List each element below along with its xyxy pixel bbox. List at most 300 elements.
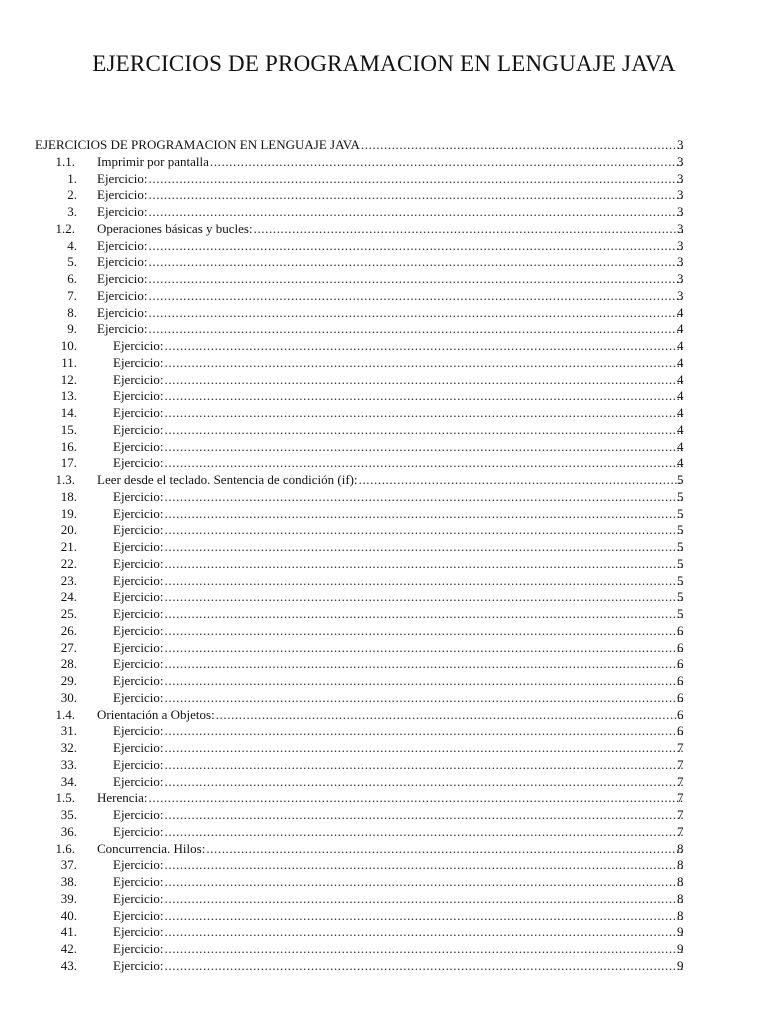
- toc-entry-line: [113, 623, 684, 640]
- toc-page-number: 9: [677, 924, 684, 940]
- toc-exercise-entry[interactable]: [0, 321, 768, 338]
- toc-entry-label: Ejercicio:: [113, 857, 164, 873]
- toc-page-number: 7: [677, 823, 684, 839]
- toc-exercise-entry[interactable]: [0, 774, 768, 791]
- dot-leader: [165, 623, 683, 640]
- toc-entry-label: Ejercicio:: [97, 271, 148, 286]
- toc-entry-label: EJERCICIOS DE PROGRAMACION EN LENGUAJE JAVA: [35, 137, 360, 152]
- toc-page-number: 5: [677, 488, 684, 504]
- dot-leader: [165, 824, 683, 841]
- dot-leader: [149, 271, 683, 288]
- dot-leader: [149, 305, 683, 322]
- toc-page-number: 5: [677, 589, 684, 605]
- dot-leader: [359, 472, 683, 489]
- toc-page-number: 6: [677, 689, 684, 705]
- toc-entry-line: [97, 707, 684, 724]
- toc-entry-label: Ejercicio:: [113, 689, 164, 705]
- toc-exercise-entry[interactable]: [0, 908, 768, 925]
- toc-page-number: 8: [677, 857, 684, 873]
- toc-page-number: 9: [677, 957, 684, 973]
- toc-entry-number: 24.: [60, 589, 77, 605]
- toc-entry-line: [113, 824, 684, 841]
- toc-entry-number: 17.: [60, 455, 77, 471]
- toc-exercise-entry[interactable]: [0, 355, 768, 372]
- dot-leader: [149, 238, 683, 255]
- toc-exercise-entry[interactable]: [0, 305, 768, 322]
- toc-exercise-entry[interactable]: [0, 539, 768, 556]
- toc-entry-label: Ejercicio:: [113, 421, 164, 437]
- toc-section-entry[interactable]: [0, 841, 768, 858]
- toc-entry-line: [113, 656, 684, 673]
- toc-page-number: 5: [677, 539, 684, 554]
- toc-page-number: 4: [677, 321, 684, 337]
- dot-leader: [165, 556, 683, 573]
- toc-entry-label: Ejercicio:: [113, 606, 164, 621]
- toc-entry-number: 40.: [60, 907, 77, 923]
- toc-exercise-entry[interactable]: [0, 924, 768, 941]
- dot-leader: [165, 539, 683, 556]
- toc-page-number: 6: [677, 723, 684, 739]
- toc-entry-line: [97, 271, 684, 288]
- dot-leader: [165, 941, 683, 958]
- toc-entry-line: [113, 908, 684, 925]
- toc-entry-number: 23.: [60, 572, 77, 588]
- toc-exercise-entry[interactable]: [0, 439, 768, 456]
- toc-entry-number: 34.: [60, 773, 77, 789]
- toc-exercise-entry[interactable]: [0, 690, 768, 707]
- toc-entry-number: 2.: [67, 187, 77, 203]
- dot-leader: [165, 874, 683, 891]
- toc-page-number: 4: [677, 405, 684, 420]
- toc-entry-line: [97, 187, 684, 204]
- toc-section-entry[interactable]: [0, 790, 768, 807]
- toc-entry-label: Ejercicio:: [113, 807, 164, 822]
- toc-entry-number: 38.: [60, 874, 77, 889]
- toc-exercise-entry[interactable]: [0, 288, 768, 305]
- toc-page-number: 7: [677, 756, 684, 772]
- toc-entry-label: Ejercicio:: [113, 572, 164, 588]
- toc-page-number: 7: [677, 807, 684, 822]
- toc-entry-line: [113, 857, 684, 874]
- toc-entry-label: Ejercicio:: [113, 589, 164, 605]
- toc-exercise-entry[interactable]: [0, 673, 768, 690]
- toc-exercise-entry[interactable]: [0, 556, 768, 573]
- toc-heading-entry[interactable]: [0, 137, 768, 154]
- table-of-contents: [0, 137, 768, 975]
- dot-leader: [210, 154, 683, 171]
- toc-entry-line: [113, 506, 684, 523]
- toc-page-number: 4: [677, 455, 684, 471]
- toc-page-number: 3: [677, 170, 684, 186]
- dot-leader: [165, 422, 683, 439]
- dot-leader: [149, 171, 683, 188]
- toc-entry-number: 1.1.: [55, 153, 75, 169]
- toc-page-number: 9: [677, 941, 684, 956]
- toc-entry-number: 22.: [60, 555, 77, 571]
- toc-exercise-entry[interactable]: [0, 388, 768, 405]
- dot-leader: [165, 388, 683, 405]
- toc-entry-line: [113, 874, 684, 891]
- toc-entry-line: [113, 958, 684, 975]
- toc-entry-number: 8.: [67, 304, 77, 320]
- toc-entry-label: Ejercicio:: [113, 505, 164, 521]
- toc-entry-number: 32.: [60, 740, 77, 755]
- dot-leader: [165, 690, 683, 707]
- dot-leader: [165, 405, 683, 422]
- toc-exercise-entry[interactable]: [0, 891, 768, 908]
- toc-exercise-entry[interactable]: [0, 740, 768, 757]
- toc-entry-label: Ejercicio:: [113, 438, 164, 454]
- toc-entry-number: 43.: [60, 957, 77, 973]
- toc-entry-label: Ejercicio:: [113, 673, 164, 688]
- dot-leader: [165, 372, 683, 389]
- toc-entry-number: 28.: [60, 656, 77, 672]
- toc-entry-label: Ejercicio:: [113, 622, 164, 638]
- toc-entry-number: 26.: [60, 622, 77, 638]
- toc-section-entry[interactable]: [0, 707, 768, 724]
- toc-exercise-entry[interactable]: [0, 506, 768, 523]
- toc-entry-line: [113, 338, 684, 355]
- toc-page-number: 5: [677, 606, 684, 621]
- toc-entry-line: [113, 455, 684, 472]
- dot-leader: [165, 522, 683, 539]
- toc-exercise-entry[interactable]: [0, 422, 768, 439]
- toc-entry-label: Herencia:: [97, 790, 148, 806]
- toc-page-number: 3: [677, 204, 684, 219]
- toc-section-entry[interactable]: [0, 221, 768, 238]
- toc-entry-number: 1.: [67, 170, 77, 186]
- toc-exercise-entry[interactable]: [0, 824, 768, 841]
- toc-entry-label: Ejercicio:: [113, 890, 164, 906]
- toc-entry-line: [113, 489, 684, 506]
- toc-entry-line: [113, 924, 684, 941]
- dot-leader: [165, 439, 683, 456]
- toc-page-number: 4: [677, 304, 684, 320]
- toc-entry-number: 1.5.: [55, 790, 75, 806]
- dot-leader: [165, 606, 683, 623]
- toc-entry-number: 1.3.: [55, 472, 75, 487]
- toc-page-number: 4: [677, 338, 684, 353]
- toc-page-number: 4: [677, 388, 684, 404]
- dot-leader: [361, 137, 683, 154]
- toc-entry-line: [97, 305, 684, 322]
- toc-page-number: 5: [677, 522, 684, 538]
- toc-page-number: 3: [677, 237, 684, 253]
- dot-leader: [149, 204, 683, 221]
- toc-entry-label: Ejercicio:: [113, 354, 164, 370]
- toc-exercise-entry[interactable]: [0, 958, 768, 975]
- toc-entry-label: Ejercicio:: [113, 773, 164, 789]
- toc-exercise-entry[interactable]: [0, 204, 768, 221]
- dot-leader: [149, 321, 683, 338]
- toc-entry-label: Ejercicio:: [97, 204, 148, 219]
- toc-exercise-entry[interactable]: [0, 238, 768, 255]
- dot-leader: [149, 254, 683, 271]
- toc-page-number: 4: [677, 438, 684, 454]
- dot-leader: [165, 908, 683, 925]
- toc-entry-line: [97, 154, 684, 171]
- toc-page-number: 6: [677, 622, 684, 638]
- dot-leader: [165, 857, 683, 874]
- dot-leader: [165, 489, 683, 506]
- toc-entry-line: [113, 723, 684, 740]
- toc-page-number: 4: [677, 371, 684, 387]
- toc-exercise-entry[interactable]: [0, 338, 768, 355]
- toc-entry-number: 7.: [67, 287, 77, 303]
- toc-entry-number: 35.: [60, 807, 77, 822]
- toc-exercise-entry[interactable]: [0, 757, 768, 774]
- toc-entry-label: Ejercicio:: [113, 756, 164, 772]
- toc-exercise-entry[interactable]: [0, 254, 768, 271]
- toc-exercise-entry[interactable]: [0, 589, 768, 606]
- toc-entry-line: [113, 941, 684, 958]
- toc-exercise-entry[interactable]: [0, 941, 768, 958]
- toc-page-number: 3: [677, 137, 684, 152]
- toc-entry-line: [97, 238, 684, 255]
- toc-entry-label: Ejercicio:: [113, 723, 164, 739]
- toc-entry-line: [113, 640, 684, 657]
- toc-entry-line: [113, 388, 684, 405]
- toc-entry-number: 41.: [60, 924, 77, 940]
- toc-exercise-entry[interactable]: [0, 606, 768, 623]
- toc-page-number: 5: [677, 572, 684, 588]
- toc-entry-number: 30.: [60, 689, 77, 705]
- dot-leader: [165, 589, 683, 606]
- dot-leader: [165, 891, 683, 908]
- dot-leader: [149, 288, 683, 305]
- toc-entry-number: 42.: [60, 941, 77, 956]
- dot-leader: [165, 723, 683, 740]
- toc-entry-label: Concurrencia. Hilos:: [97, 840, 206, 856]
- toc-entry-label: Ejercicio:: [113, 455, 164, 471]
- toc-entry-number: 12.: [60, 371, 77, 387]
- toc-entry-label: Ejercicio:: [97, 170, 148, 186]
- toc-entry-line: [113, 355, 684, 372]
- toc-exercise-entry[interactable]: [0, 171, 768, 188]
- toc-exercise-entry[interactable]: [0, 455, 768, 472]
- toc-entry-label: Ejercicio:: [113, 907, 164, 923]
- dot-leader: [165, 640, 683, 657]
- toc-entry-line: [113, 405, 684, 422]
- dot-leader: [165, 924, 683, 941]
- dot-leader: [206, 841, 683, 858]
- toc-entry-number: 39.: [60, 890, 77, 906]
- toc-page-number: 7: [677, 773, 684, 789]
- toc-entry-label: Ejercicio:: [113, 957, 164, 973]
- toc-page-number: 6: [677, 639, 684, 655]
- toc-page-number: 8: [677, 907, 684, 923]
- dot-leader: [165, 338, 683, 355]
- toc-entry-line: [97, 171, 684, 188]
- toc-page-number: 3: [677, 153, 684, 169]
- dot-leader: [165, 958, 683, 975]
- toc-section-entry[interactable]: [0, 154, 768, 171]
- dot-leader: [165, 506, 683, 523]
- toc-entry-label: Ejercicio:: [113, 371, 164, 387]
- toc-entry-line: [35, 137, 684, 154]
- toc-entry-line: [113, 539, 684, 556]
- toc-entry-number: 13.: [60, 388, 77, 404]
- toc-entry-label: Ejercicio:: [97, 287, 148, 303]
- toc-page-number: 4: [677, 354, 684, 370]
- toc-page-number: 6: [677, 656, 684, 672]
- toc-exercise-entry[interactable]: [0, 807, 768, 824]
- toc-entry-line: [113, 891, 684, 908]
- toc-entry-number: 10.: [60, 338, 77, 353]
- toc-entry-number: 1.4.: [55, 706, 75, 722]
- toc-page-number: 3: [677, 220, 684, 236]
- toc-entry-label: Ejercicio:: [113, 823, 164, 839]
- toc-page-number: 5: [677, 505, 684, 521]
- dot-leader: [149, 187, 683, 204]
- toc-entry-number: 25.: [60, 606, 77, 621]
- toc-entry-label: Orientación a Objetos:: [97, 706, 215, 722]
- toc-entry-line: [97, 472, 684, 489]
- toc-entry-label: Ejercicio:: [113, 740, 164, 755]
- dot-leader: [165, 355, 683, 372]
- toc-exercise-entry[interactable]: [0, 522, 768, 539]
- toc-entry-line: [113, 757, 684, 774]
- toc-entry-label: Ejercicio:: [97, 321, 148, 337]
- toc-entry-line: [97, 841, 684, 858]
- toc-entry-number: 14.: [60, 405, 77, 420]
- toc-exercise-entry[interactable]: [0, 623, 768, 640]
- toc-entry-line: [97, 204, 684, 221]
- toc-entry-label: Ejercicio:: [113, 488, 164, 504]
- toc-entry-label: Ejercicio:: [113, 924, 164, 940]
- toc-entry-number: 3.: [67, 204, 77, 219]
- toc-entry-line: [113, 690, 684, 707]
- toc-page-number: 5: [677, 555, 684, 571]
- dot-leader: [254, 221, 683, 238]
- toc-entry-line: [113, 589, 684, 606]
- toc-entry-line: [113, 439, 684, 456]
- toc-page-number: 4: [677, 421, 684, 437]
- toc-exercise-entry[interactable]: [0, 271, 768, 288]
- toc-entry-label: Ejercicio:: [97, 304, 148, 320]
- toc-entry-number: 29.: [60, 673, 77, 688]
- toc-entry-line: [97, 254, 684, 271]
- toc-entry-number: 1.2.: [55, 220, 75, 236]
- toc-entry-label: Imprimir por pantalla: [97, 153, 209, 169]
- toc-entry-label: Ejercicio:: [97, 254, 148, 270]
- toc-page-number: 8: [677, 874, 684, 889]
- toc-entry-number: 37.: [60, 857, 77, 873]
- toc-entry-label: Ejercicio:: [113, 539, 164, 554]
- toc-entry-line: [113, 422, 684, 439]
- dot-leader: [165, 774, 683, 791]
- toc-entry-number: 15.: [60, 421, 77, 437]
- toc-page-number: 3: [677, 287, 684, 303]
- toc-entry-line: [113, 372, 684, 389]
- document-title: EJERCICIOS DE PROGRAMACION EN LENGUAJE JAVA: [92, 51, 676, 76]
- toc-exercise-entry[interactable]: [0, 187, 768, 204]
- toc-exercise-entry[interactable]: [0, 640, 768, 657]
- toc-entry-line: [97, 321, 684, 338]
- toc-exercise-entry[interactable]: [0, 573, 768, 590]
- toc-entry-label: Ejercicio:: [97, 237, 148, 253]
- dot-leader: [216, 707, 683, 724]
- toc-entry-label: Ejercicio:: [113, 338, 164, 353]
- toc-entry-number: 4.: [67, 237, 77, 253]
- toc-entry-label: Ejercicio:: [113, 656, 164, 672]
- dot-leader: [165, 807, 683, 824]
- toc-entry-number: 9.: [67, 321, 77, 337]
- toc-entry-number: 31.: [60, 723, 77, 739]
- toc-page-number: 3: [677, 271, 684, 286]
- dot-leader: [149, 790, 683, 807]
- toc-entry-label: Ejercicio:: [113, 941, 164, 956]
- toc-entry-number: 18.: [60, 488, 77, 504]
- toc-exercise-entry[interactable]: [0, 405, 768, 422]
- toc-exercise-entry[interactable]: [0, 874, 768, 891]
- toc-page-number: 6: [677, 706, 684, 722]
- toc-entry-line: [97, 221, 684, 238]
- toc-entry-number: 36.: [60, 823, 77, 839]
- toc-entry-number: 19.: [60, 505, 77, 521]
- toc-section-entry[interactable]: [0, 472, 768, 489]
- toc-entry-line: [97, 790, 684, 807]
- dot-leader: [165, 740, 683, 757]
- toc-exercise-entry[interactable]: [0, 372, 768, 389]
- toc-entry-number: 16.: [60, 438, 77, 454]
- toc-page-number: 6: [677, 673, 684, 688]
- dot-leader: [165, 455, 683, 472]
- toc-entry-number: 11.: [61, 354, 77, 370]
- toc-entry-number: 1.6.: [55, 840, 75, 856]
- dot-leader: [165, 757, 683, 774]
- toc-entry-label: Operaciones básicas y bucles:: [97, 220, 253, 236]
- toc-entry-number: 6.: [67, 271, 77, 286]
- toc-entry-line: [113, 774, 684, 791]
- toc-entry-number: 20.: [60, 522, 77, 538]
- toc-page-number: 3: [677, 254, 684, 270]
- toc-entry-label: Ejercicio:: [113, 388, 164, 404]
- dot-leader: [165, 656, 683, 673]
- dot-leader: [165, 573, 683, 590]
- dot-leader: [165, 673, 683, 690]
- toc-entry-label: Ejercicio:: [113, 555, 164, 571]
- toc-entry-line: [113, 807, 684, 824]
- toc-entry-line: [113, 606, 684, 623]
- toc-entry-line: [113, 740, 684, 757]
- toc-page-number: 8: [677, 840, 684, 856]
- toc-page-number: 3: [677, 187, 684, 203]
- toc-page-number: 5: [677, 472, 684, 487]
- toc-entry-line: [113, 573, 684, 590]
- toc-exercise-entry[interactable]: [0, 656, 768, 673]
- toc-entry-label: Ejercicio:: [113, 522, 164, 538]
- toc-page-number: 7: [677, 790, 684, 806]
- toc-exercise-entry[interactable]: [0, 723, 768, 740]
- toc-entry-label: Ejercicio:: [97, 187, 148, 203]
- toc-entry-label: Ejercicio:: [113, 874, 164, 889]
- toc-entry-label: Ejercicio:: [113, 405, 164, 420]
- toc-page-number: 8: [677, 890, 684, 906]
- toc-entry-label: Leer desde el teclado. Sentencia de condición (if):: [97, 472, 358, 487]
- toc-entry-number: 33.: [60, 756, 77, 772]
- toc-exercise-entry[interactable]: [0, 489, 768, 506]
- toc-entry-line: [113, 556, 684, 573]
- toc-entry-line: [113, 522, 684, 539]
- toc-entry-line: [97, 288, 684, 305]
- toc-entry-number: 21.: [60, 539, 77, 554]
- toc-entry-label: Ejercicio:: [113, 639, 164, 655]
- toc-page-number: 7: [677, 740, 684, 755]
- toc-entry-number: 5.: [67, 254, 77, 270]
- toc-exercise-entry[interactable]: [0, 857, 768, 874]
- toc-entry-line: [113, 673, 684, 690]
